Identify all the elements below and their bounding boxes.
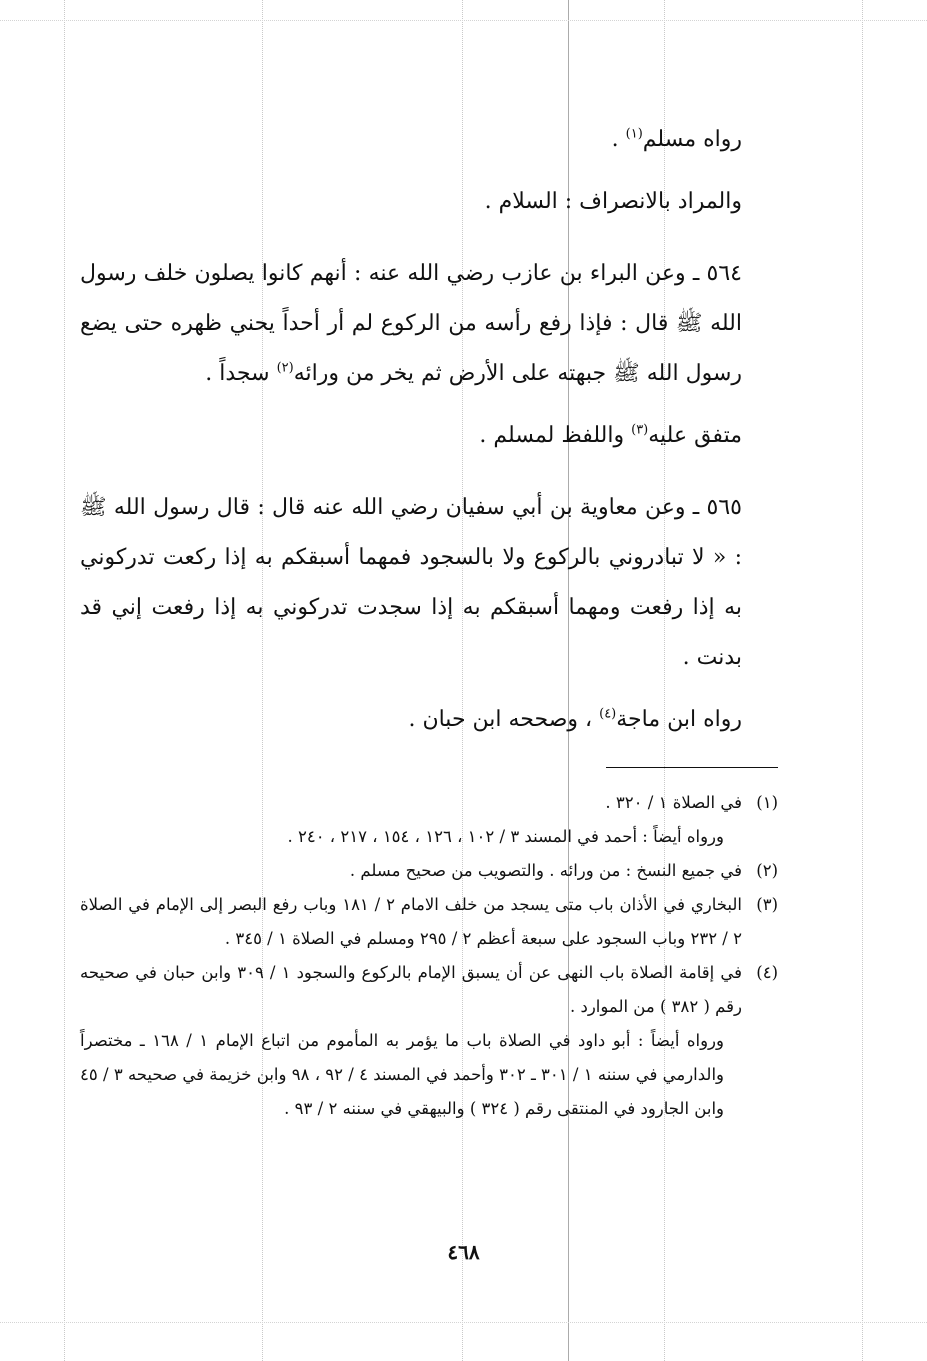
scan-guide-line <box>862 0 863 1361</box>
source-line-1: رواه مسلم$^{(١)}$ . <box>611 126 742 152</box>
footnote-divider <box>606 767 778 768</box>
footnote-ref: (١) <box>625 126 643 142</box>
scan-guide-line <box>64 0 65 1361</box>
footnote-mark: (١) <box>756 793 778 812</box>
footnote-continuation: ورواه أيضاً : أحمد في المسند ٣ / ١٠٢ ، ١٢٦ ، ١٥٤ ، ٢١٧ ، ٢٤٠ . <box>287 827 724 846</box>
footnote-ref: (٢) <box>276 360 294 376</box>
footnote-mark: (٤) <box>756 963 778 982</box>
footnote-ref: (٣) <box>631 422 649 438</box>
scan-guide-line <box>0 1322 927 1323</box>
footnote-1: (١) في الصلاة ١ / ٣٢٠ . ورواه أيضاً : أحمد في المسند ٣ / ١٠٢ ، ١٢٦ ، ١٥٤ ، ٢١٧ ، ٢٤٠ . <box>80 786 778 854</box>
footnote-3: (٣) البخاري في الأذان باب متى يسجد من خلف الامام ٢ / ١٨١ وباب رفع البصر إلى الإمام في الصلاة ٢ / ٢٣٢ وباب السجود على سبعة أعظم ٢ / ٢٩٥ ومسلم في الصلاة ١ / ٣٤٥ . <box>80 888 778 956</box>
footnotes <box>80 786 778 1126</box>
footnote-continuation: ورواه أيضاً : أبو داود في الصلاة باب ما يؤمر به المأموم من اتباع الإمام ١ / ١٦٨ ـ مختصراً والدارمي في سننه ١ / ٣٠١ ـ ٣٠٢ وأحمد في المسند ٤ / ٩٢ ، ٩٨ وابن خزيمة في صحيحه ٣ / ٤٥ وابن الجارود في المنتقى رقم ( ٣٢٤ ) والبيهقي في سننه ٢ / ٩٣ . <box>80 1031 725 1118</box>
footnote-4: (٤) في إقامة الصلاة باب النهى عن أن يسبق الإمام بالركوع والسجود ١ / ٣٠٩ وابن حبان في صحيحه رقم ( ٣٨٢ ) من الموارد . ورواه أيضاً : أبو داود في الصلاة باب ما يؤمر به المأموم من اتباع الإمام ١ / ١٦٨ ـ مختصراً والدارمي في سننه ١ / ٣٠١ ـ ٣٠٢ وأحمد في المسند ٤ / ٩٢ ، ٩٨ وابن خزيمة في صحيحه ٣ / ٤٥ وابن الجارود في المنتقى رقم ( ٣٢٤ ) والبيهقي في سننه ٢ / ٩٣ . <box>80 956 778 1126</box>
main-text <box>80 115 778 745</box>
source-line-3: رواه ابن ماجة$^{(٤)}$ ، وصححه ابن حبان . <box>408 706 742 732</box>
footnote-2: (٢) في جميع النسخ : من ورائه . والتصويب من صحيح مسلم . <box>80 854 778 888</box>
hadith-565: ٥٦٥ ـ وعن معاوية بن أبي سفيان رضي الله عنه قال : قال رسول الله ﷺ : « لا تبادروني بالركوع ولا بالسجود فمهما أسبقكم به إذا ركعت تدركوني به إذا رفعت ومهما أسبقكم به إذا سجدت تدركوني به إذا رفعت إني قد بدنت . <box>80 495 742 670</box>
page-number: ٤٦٨ <box>447 1240 480 1264</box>
scan-guide-line <box>0 20 927 21</box>
footnote-mark: (٣) <box>756 895 778 914</box>
footnote-ref: (٤) <box>599 706 617 722</box>
explanation-line: والمراد بالانصراف : السلام . <box>484 189 742 214</box>
footnote-mark: (٢) <box>756 861 778 880</box>
hadith-564: ٥٦٤ ـ وعن البراء بن عازب رضي الله عنه : أنهم كانوا يصلون خلف رسول الله ﷺ قال : فإذا رفع رأسه من الركوع لم أر أحداً يحني ظهره حتى يضع رسول الله ﷺ جبهته على الأرض ثم يخر من ورائه$^{(٢)}$ سجداً . <box>80 261 742 386</box>
source-line-2: متفق عليه$^{(٣)}$ واللفظ لمسلم . <box>479 422 742 448</box>
